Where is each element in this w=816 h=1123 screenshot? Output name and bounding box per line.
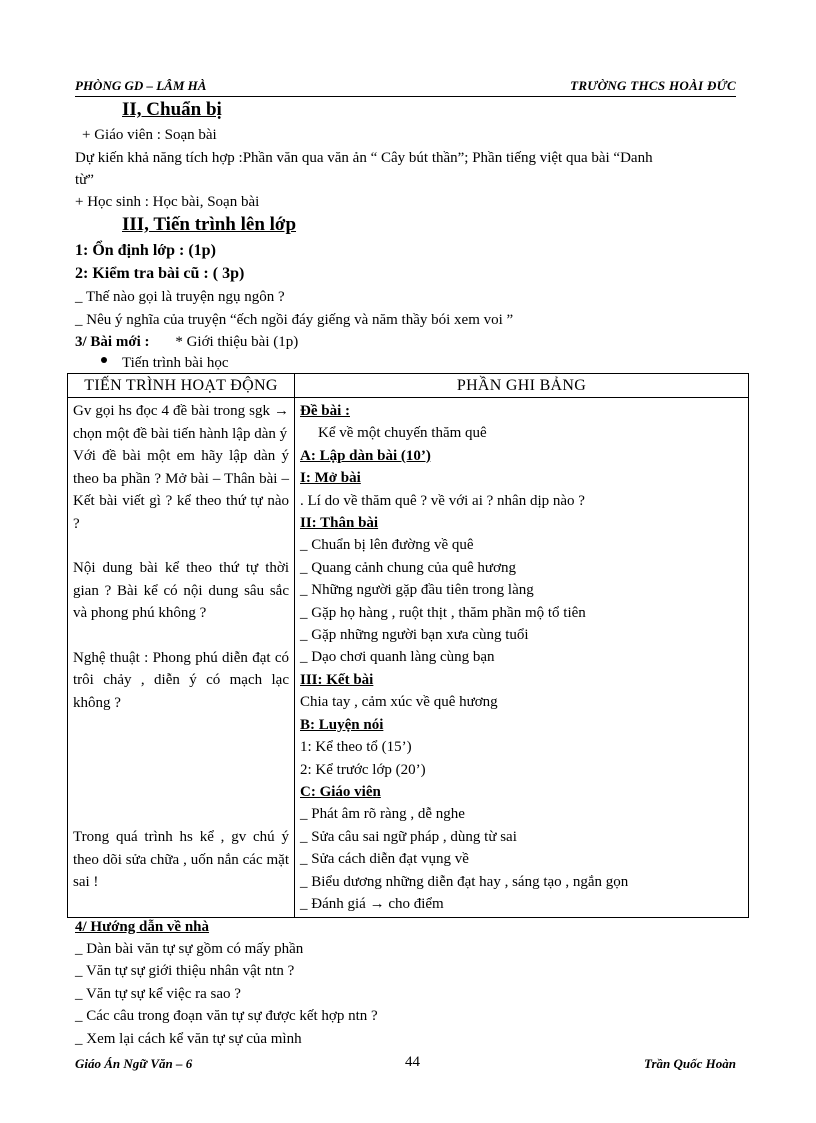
activity-paragraph: Với đề bài một em hãy lập dàn ý theo ba phần ? Mở bài – Thân bài – Kết bài viết gì ? kể theo thứ tự nào ?	[73, 448, 289, 532]
section-a-heading: A: Lập dàn bài (10’)	[300, 447, 431, 464]
body-item: _ Gặp họ hàng , ruột thịt , thăm phần mộ tổ tiên	[300, 604, 586, 621]
body-item: _ Chuẩn bị lên đường về quê	[300, 537, 474, 554]
footer-course-name: Giáo Án Ngữ Văn – 6	[75, 1056, 193, 1071]
speaking-item: 1: Kể theo tổ (15’)	[300, 739, 412, 756]
teacher-item: _ Sửa câu sai ngữ pháp , dùng từ sai	[300, 828, 517, 845]
teacher-item: _ Sửa cách diễn đạt vụng về	[300, 851, 469, 868]
teacher-prep: + Giáo viên : Soạn bài	[82, 127, 217, 143]
lesson-table	[67, 373, 749, 918]
homework-item: _ Xem lại cách kể văn tự sự của mình	[75, 1031, 302, 1047]
review-question-1: _ Thế nào gọi là truyện ngụ ngôn ?	[75, 289, 285, 305]
table-header-activities: TIẾN TRÌNH HOẠT ĐỘNG	[68, 374, 295, 398]
step-2: 2: Kiểm tra bài cũ : ( 3p)	[75, 265, 245, 282]
homework-item: _ Văn tự sự giới thiệu nhân vật ntn ?	[75, 963, 295, 979]
homework-title: 4/ Hướng dẫn về nhà	[75, 919, 210, 935]
intro-heading: I: Mở bài	[300, 470, 361, 487]
body-item: _ Quang cảnh chung của quê hương	[300, 559, 516, 576]
activities-cell	[68, 398, 295, 918]
homework-item: _ Các câu trong đoạn văn tự sự được kết hợp ntn ?	[75, 1008, 378, 1024]
lesson-progress-label: Tiến trình bài học	[122, 355, 229, 371]
conclusion-text: Chia tay , cảm xúc về quê hương	[300, 694, 498, 711]
step-3-text: * Giới thiệu bài (1p)	[175, 334, 299, 350]
body-item: _ Gặp những người bạn xưa cùng tuổi	[300, 627, 529, 644]
step-3-label: 3/ Bài mới :	[75, 334, 150, 350]
speaking-item: 2: Kể trước lớp (20’)	[300, 761, 426, 778]
integration-line-1: Dự kiến khả năng tích hợp :Phần văn qua văn ản “ Cây bút thần”; Phần tiếng việt qua bài “Danh	[75, 150, 653, 166]
teacher-item: _ Biểu dương những diễn đạt hay , sáng tạo , ngắn gọn	[300, 873, 629, 890]
homework-item: _ Văn tự sự kể việc ra sao ?	[75, 986, 241, 1002]
bullet-icon	[101, 357, 107, 363]
section-c-heading: C: Giáo viên	[300, 783, 381, 800]
header-school-district: PHÒNG GD – LÂM HÀ	[75, 78, 207, 93]
page-footer	[75, 1054, 736, 1074]
conclusion-heading: III: Kết bài	[300, 671, 374, 688]
section-2-title: II, Chuẩn bị	[122, 99, 222, 120]
activity-paragraph: Gv gọi hs đọc 4 đề bài trong sgk → chọn một đề bài tiến hành lập dàn ý	[73, 403, 289, 442]
page-header	[75, 78, 736, 97]
board-notes-cell	[295, 398, 749, 918]
teacher-item: _ Đánh giá → cho điểm	[300, 895, 444, 912]
header-school-name: TRƯỜNG THCS HOÀI ĐỨC	[570, 78, 736, 93]
section-b-heading: B: Luyện nói	[300, 716, 384, 733]
activity-paragraph: Trong quá trình hs kể , gv chú ý theo dõi sửa chữa , uốn nắn các mặt sai !	[73, 829, 289, 890]
student-prep: + Học sinh : Học bài, Soạn bài	[75, 194, 260, 210]
homework-item: _ Dàn bài văn tự sự gồm có mấy phần	[75, 941, 304, 957]
body-item: _ Dạo chơi quanh làng cùng bạn	[300, 649, 495, 666]
step-1: 1: Ổn định lớp : (1p)	[75, 242, 216, 259]
activity-paragraph: Nghệ thuật : Phong phú diễn đạt có trôi chảy , diễn ý có mạch lạc không ?	[73, 649, 289, 711]
integration-line-2: từ”	[75, 172, 94, 188]
activity-paragraph: Nội dung bài kể theo thứ tự thời gian ? Bài kể có nội dung sâu sắc và phong phú không ?	[73, 560, 289, 621]
topic-text: Kể về một chuyến thăm quê	[318, 425, 487, 442]
footer-author: Trần Quốc Hoàn	[644, 1056, 736, 1071]
step-3	[75, 332, 298, 352]
body-item: _ Những người gặp đầu tiên trong làng	[300, 582, 534, 599]
page-number: 44	[405, 1054, 420, 1070]
review-question-2: _ Nêu ý nghĩa của truyện “ếch ngồi đáy giếng và năm thầy bói xem voi ”	[75, 312, 514, 328]
topic-heading: Đề bài :	[300, 403, 350, 419]
intro-text: . Lí do về thăm quê ? về với ai ? nhân dịp nào ?	[300, 492, 585, 509]
section-3-title: III, Tiến trình lên lớp	[122, 214, 297, 235]
body-heading: II: Thân bài	[300, 515, 379, 532]
teacher-item: _ Phát âm rõ ràng , dễ nghe	[300, 806, 465, 823]
table-header-board-notes: PHẦN GHI BẢNG	[295, 374, 749, 398]
